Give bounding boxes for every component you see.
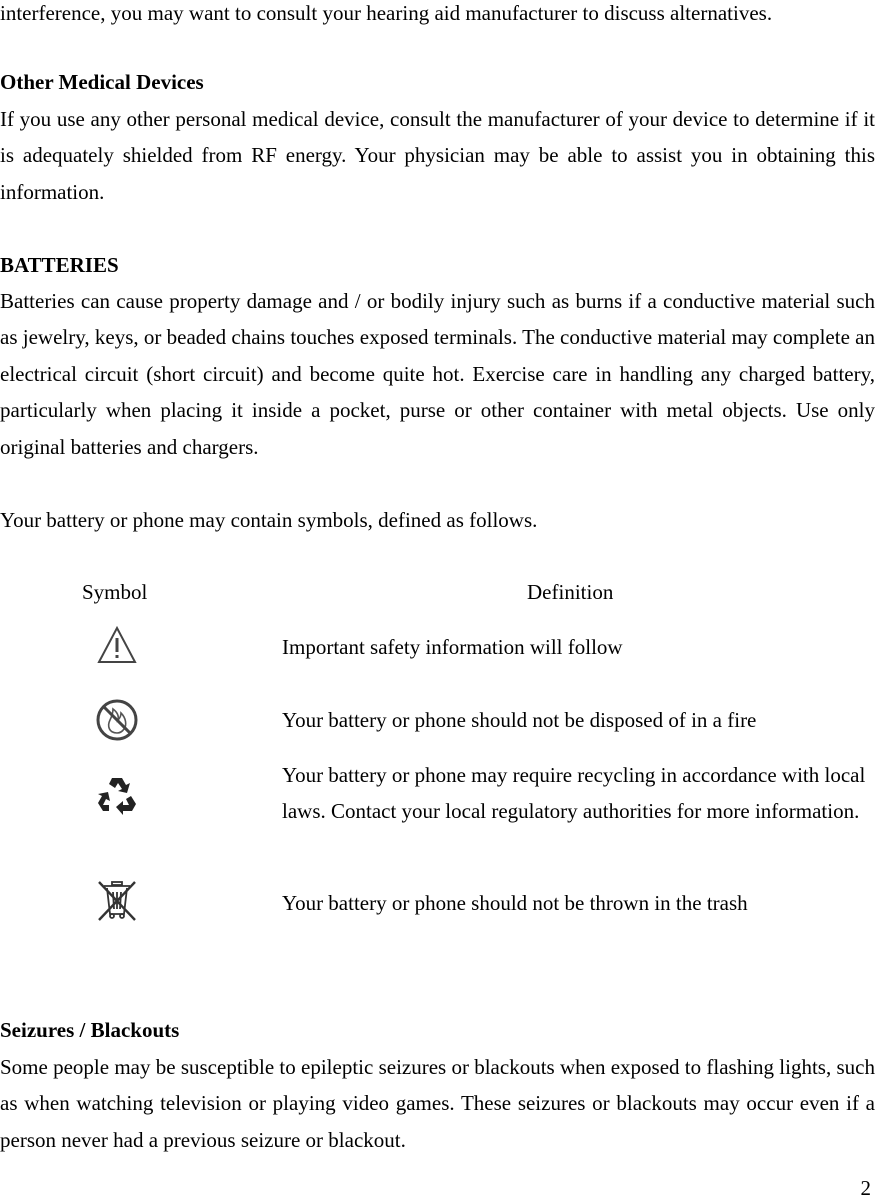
symbols-intro: Your battery or phone may contain symbols, defined as follows. — [0, 508, 538, 532]
batteries-paragraph: Batteries can cause property damage and / or bodily injury such as burns if a conductive material such as jewelry, keys, or beaded chains touches exposed terminals. The conductive material may complete an electrical circuit (short circuit) and become quite hot. Exercise care in handling any charged battery, particularly when placing it inside a pocket, purse or other container with metal objects. Use only original batteries and chargers. — [0, 289, 875, 459]
seizures-paragraph: Some people may be susceptible to epileptic seizures or blackouts when exposed to flashing lights, such as when watching television or playing video games. These seizures or blackouts may occur even if a person never had a previous seizure or blackout. — [0, 1055, 875, 1152]
page-number: 2 — [860, 1176, 871, 1200]
other-medical-devices-paragraph: If you use any other personal medical device, consult the manufacturer of your device to determine if it is adequately shielded from RF energy. Your physician may be able to assist you in obtaining this information. — [0, 107, 875, 204]
definition-column-header: Definition — [527, 580, 614, 604]
hearing-aid-paragraph-end: interference, you may want to consult your hearing aid manufacturer to discuss alternatives. — [0, 1, 773, 25]
definition-row-4: Your battery or phone should not be thrown in the trash — [282, 891, 748, 915]
definition-row-1: Important safety information will follow — [282, 635, 623, 659]
no-fire-icon — [95, 698, 139, 742]
other-medical-devices-heading: Other Medical Devices — [0, 70, 204, 94]
warning-triangle-icon — [95, 624, 139, 668]
definition-row-3: Your battery or phone may require recycling in accordance with local laws. Contact your local regulatory authorities for more information. — [282, 763, 866, 824]
definition-row-2: Your battery or phone should not be disposed of in a fire — [282, 708, 757, 732]
symbol-column-header: Symbol — [82, 580, 148, 604]
seizures-heading: Seizures / Blackouts — [0, 1018, 180, 1042]
batteries-heading: BATTERIES — [0, 253, 119, 277]
recycle-icon — [95, 772, 139, 816]
crossed-bin-icon — [95, 878, 139, 922]
